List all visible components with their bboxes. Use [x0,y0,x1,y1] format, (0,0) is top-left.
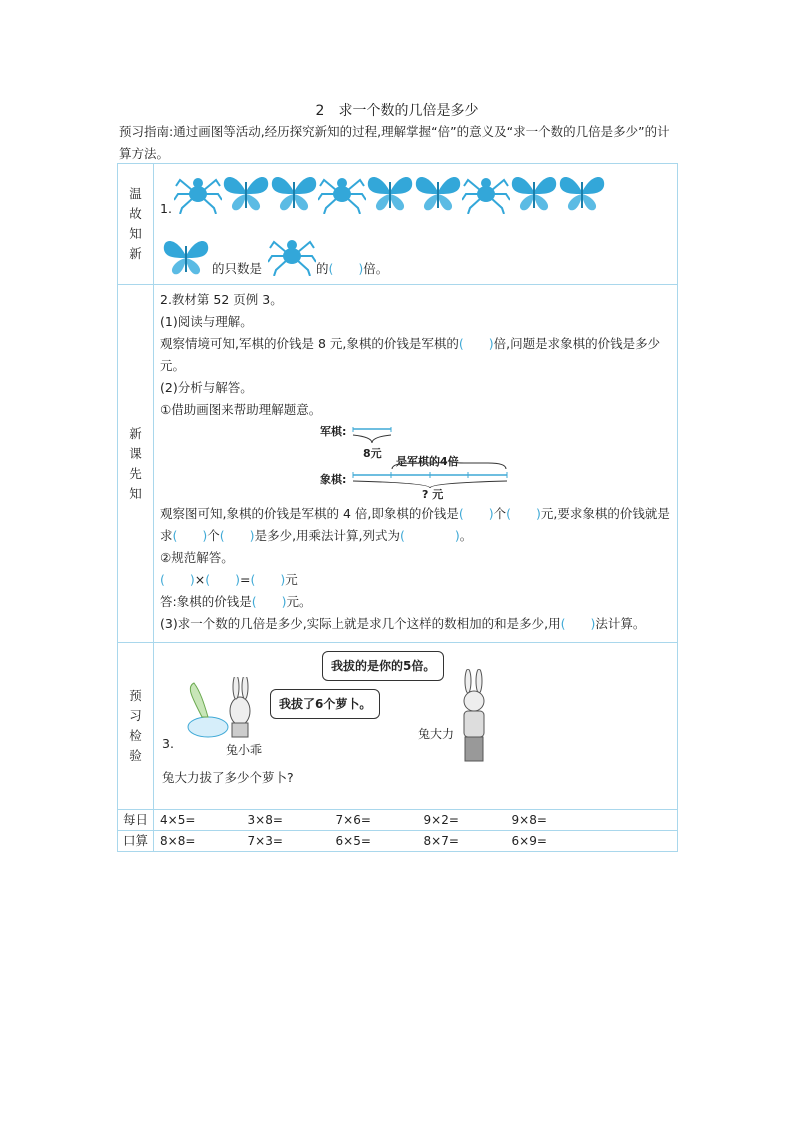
calc-item: 9×2= [418,810,506,831]
question-number: 3. [162,736,174,751]
butterfly-icon [510,172,558,212]
review-content [154,164,678,285]
butterfly-icon [366,172,414,212]
calc-item: 3×8= [242,810,330,831]
calc-item: 8×8= [154,831,242,852]
answer-blank[interactable]: ( ) [205,572,241,587]
answer-blank[interactable]: ( ) [458,506,494,521]
butterfly-icon [222,172,270,212]
step-read: (1)阅读与理解。 [160,314,253,329]
step-analyze: (2)分析与解答。 [160,380,253,395]
xiangqi-note: 是军棋的4倍 [396,455,459,468]
rabbit-big-name: 兔大力 [418,727,455,741]
answer-blank[interactable]: ( ) [251,594,287,609]
line-diagram [160,421,673,501]
answer-blank[interactable]: ( ) [400,528,460,543]
butterfly-icon [270,172,318,212]
junqi-label: 军棋: [320,425,347,438]
calc-item: 4×5= [154,810,242,831]
section-label-preview: 预 习 检 验 [118,643,154,810]
preview-guide: 预习指南:通过画图等活动,经历探究新知的过程,理解掌握“倍”的意义及“求一个数的几倍是多少”的计算方法。 [119,124,670,161]
xiangqi-bar [352,461,508,489]
summary-line: (3)求一个数的几倍是多少,实际上就是求几个这样的数相加的和是多少,用( )法计算。 [160,616,646,631]
answer-blank[interactable]: ( ) [160,572,195,587]
answer-blank[interactable]: ( ) [506,506,541,521]
daily-label-top: 每日 [118,810,154,831]
butterfly-icon [558,172,606,212]
equation-line: ( )×( )=( )元 [160,572,298,587]
page-title: 2 求一个数的几倍是多少 [315,103,479,119]
junqi-value: 8元 [363,447,382,460]
speech-bubble-small: 我拔了6个萝卜。 [270,689,380,719]
answer-line: 答:象棋的价钱是( )元。 [160,594,312,609]
step-diagram: ①借助画图来帮助理解题意。 [160,402,322,417]
spider-icon [318,170,366,214]
preview-question: 兔大力拔了多少个萝卜? [162,770,294,785]
spider-icon [174,170,222,214]
section-label-review: 温 故 知 新 [118,164,154,285]
butterfly-icon [414,172,462,212]
daily-label-bottom: 口算 [118,831,154,852]
calc-item: 8×7= [418,831,506,852]
example-ref: 2.教材第 52 页例 3。 [160,292,283,307]
xiangqi-label: 象棋: [320,473,347,486]
answer-blank[interactable]: ( ) [172,528,208,543]
answer-blank[interactable]: ( ) [458,336,494,351]
review-text-a: 的只数是 [212,261,263,276]
analysis-line: 观察图可知,象棋的价钱是军棋的 4 倍,即象棋的价钱是( )个( )元,要求象棋的价钱就是求( )个( )是多少,用乘法计算,列式为( )。 [160,506,670,543]
radish-rabbit-illustration [182,677,262,739]
xiangqi-question: ? 元 [422,488,444,501]
answer-blank[interactable]: ( ) [560,616,596,631]
answer-blank[interactable]: ( ) [250,572,286,587]
spider-icon [462,170,510,214]
calc-item: 7×3= [242,831,330,852]
question-number: 1. [160,201,172,216]
section-label-newlesson: 新 课 先 知 [118,285,154,643]
calc-item: 7×6= [330,810,418,831]
calc-item: 6×9= [506,831,678,852]
big-rabbit-illustration [452,669,496,765]
observation-line: 观察情境可知,军棋的价钱是 8 元,象棋的价钱是军棋的( )倍,问题是求象棋的价钱是多少元。 [160,336,661,373]
worksheet-table [117,163,678,852]
speech-bubble-big: 我拔的是你的5倍。 [322,651,444,681]
answer-blank[interactable]: ( ) [328,261,364,276]
review-text-b: 的( )倍。 [316,261,389,276]
preview-content [154,643,678,810]
step-solve: ②规范解答。 [160,550,234,565]
butterfly-icon [162,236,210,276]
answer-blank[interactable]: ( ) [219,528,255,543]
spider-icon [268,232,316,276]
calc-item: 6×5= [330,831,418,852]
calc-item: 9×8= [506,810,678,831]
rabbit-small-name: 兔小乖 [226,743,263,757]
newlesson-content [154,285,678,643]
